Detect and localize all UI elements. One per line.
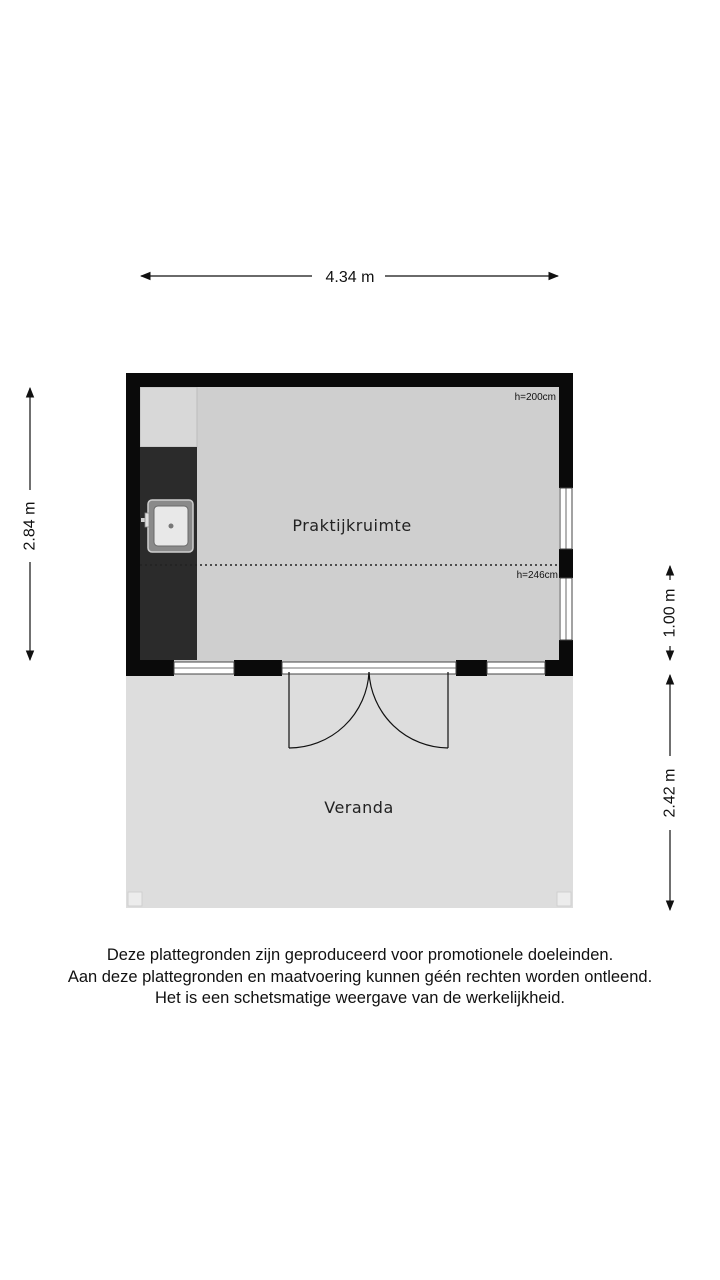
disclaimer [0, 945, 720, 1010]
window-right-upper [560, 488, 572, 549]
veranda-corner-right [557, 892, 571, 906]
dimension-right-upper [662, 566, 679, 660]
dimension-height-left [22, 388, 39, 660]
height-label-top: h=200cm [514, 392, 556, 403]
dimension-right-upper-label: 1.00 m [661, 588, 679, 638]
dimension-right-lower-label: 2.42 m [661, 768, 679, 818]
sink-icon [141, 500, 193, 552]
counter-light [140, 387, 197, 447]
height-label-mid: h=246cm [516, 570, 558, 581]
disclaimer-line: Het is een schetsmatige weergave van de werkelijkheid. [155, 989, 565, 1007]
dimension-width-top [141, 269, 558, 286]
veranda-corner-left [128, 892, 142, 906]
veranda-area [126, 670, 573, 908]
window-bottom-left [174, 662, 234, 674]
disclaimer-line: Aan deze plattegronden en maatvoering kunnen géén rechten worden ontleend. [67, 967, 653, 986]
window-bottom-right [487, 662, 545, 674]
window-right-lower [560, 578, 572, 640]
kitchen-counter [140, 447, 197, 660]
room-label-veranda: Veranda [324, 798, 394, 817]
disclaimer-line: Deze plattegronden zijn geproduceerd voor promotionele doeleinden. [106, 946, 614, 964]
room-label-praktijkruimte: Praktijkruimte [292, 516, 412, 535]
dimension-right-lower [662, 675, 679, 910]
dimension-height-label: 2.84 m [21, 501, 39, 551]
dimension-width-label: 4.34 m [325, 269, 375, 286]
